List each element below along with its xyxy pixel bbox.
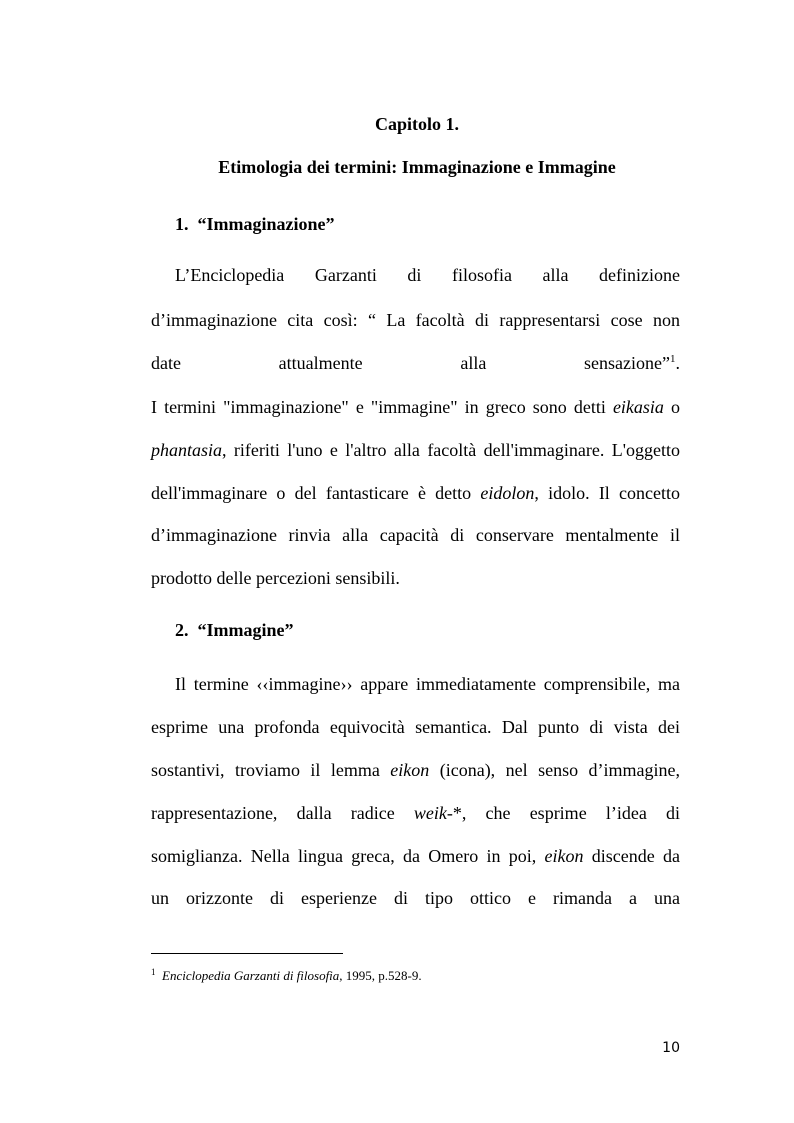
section-heading-immagine: 2. “Immagine” <box>175 620 294 640</box>
text-span: prodotto delle percezioni sensibili. <box>151 568 400 588</box>
paragraph-line-last <box>151 567 680 589</box>
text-span: date attualmente alla sensazione” <box>151 353 670 373</box>
text-span: I termini "immaginazione" e "immagine" in greco sono detti <box>151 397 613 417</box>
text-span: d’immaginazione rinvia alla capacità di conservare mentalmente il <box>151 525 680 545</box>
footnote-separator <box>151 953 343 954</box>
text-span: . <box>675 353 680 373</box>
footnote-reference[interactable]: 1 <box>670 353 676 365</box>
paragraph-line <box>151 482 680 504</box>
paragraph-line <box>151 309 680 331</box>
paragraph-line <box>151 396 680 418</box>
text-span: Il termine ‹‹immagine›› appare immediatamente comprensibile, ma <box>175 674 680 694</box>
text-span: sostantivi, troviamo il lemma <box>151 760 391 780</box>
text-span: , riferiti l'uno e l'altro alla facoltà dell'immaginare. L'oggetto <box>222 440 680 460</box>
footnote-details: , 1995, p.528-9. <box>339 968 422 983</box>
text-span: d’immaginazione cita così: “ La facoltà di rappresentarsi cose non <box>151 310 680 330</box>
paragraph-line <box>151 352 680 374</box>
text-span: (icona), nel senso d’immagine, <box>429 760 680 780</box>
italic-term: weik- <box>413 803 453 823</box>
footnote-title: Enciclopedia Garzanti di filosofia <box>162 968 340 983</box>
paragraph-line <box>151 524 680 546</box>
text-span: , idolo. Il concetto <box>534 483 680 503</box>
text-span: un orizzonte di esperienze di tipo ottico e rimanda a una <box>151 888 680 908</box>
footnote-marker: 1 <box>151 967 156 977</box>
paragraph-line <box>151 845 680 867</box>
footnote <box>151 968 422 984</box>
page-number: 10 <box>662 1040 680 1056</box>
paragraph-line <box>151 759 680 781</box>
text-span: o <box>663 397 681 417</box>
paragraph-line <box>151 439 680 461</box>
italic-term: eikon <box>390 760 430 780</box>
italic-term: eikon <box>544 846 584 866</box>
italic-term: eikasia <box>612 397 664 417</box>
italic-term: phantasia <box>151 440 223 460</box>
paragraph-line <box>151 887 680 909</box>
paragraph-line <box>151 264 680 286</box>
text-span: L’Enciclopedia Garzanti di filosofia alla definizione <box>175 265 680 285</box>
paragraph-line <box>151 802 680 824</box>
italic-term: eidolon <box>480 483 535 503</box>
text-span: *, che esprime l’idea di <box>452 803 680 823</box>
text-span: dell'immaginare o del fantasticare è detto <box>151 483 481 503</box>
chapter-label: Capitolo 1. <box>374 114 459 134</box>
paragraph-line <box>151 716 680 738</box>
text-span: somiglianza. Nella lingua greca, da Omero in poi, <box>151 846 545 866</box>
text-span: discende da <box>583 846 680 866</box>
section-heading-immaginazione: 1. “Immaginazione” <box>175 214 335 234</box>
chapter-title: Etimologia dei termini: Immaginazione e Immagine <box>218 157 616 177</box>
text-span: rappresentazione, dalla radice <box>151 803 414 823</box>
text-span: esprime una profonda equivocità semantica. Dal punto di vista dei <box>151 717 680 737</box>
paragraph-line <box>151 673 680 695</box>
